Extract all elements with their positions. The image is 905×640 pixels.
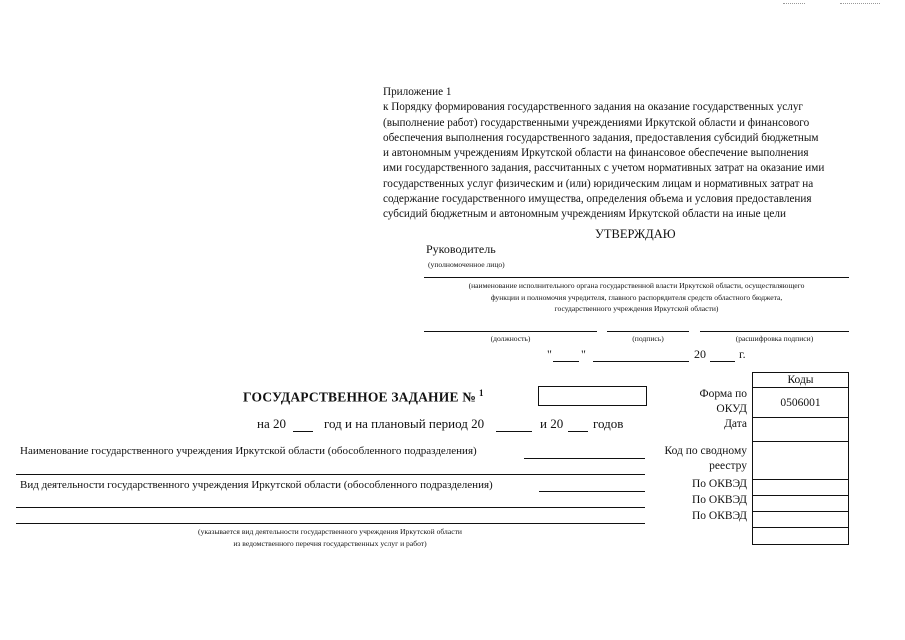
period-year-line[interactable] [293, 431, 313, 432]
date-year-line[interactable] [710, 361, 735, 362]
appendix-line: содержание государственного имущества, определения объема и условия предоставления [383, 193, 812, 206]
registry-code-cell[interactable] [753, 441, 848, 479]
appendix-line: обеспечения выполнения государственного задания, предоставления субсидий бюджетным [383, 131, 819, 144]
task-footnote: 1 [478, 388, 484, 398]
period-plan-year2-line[interactable] [568, 431, 588, 432]
institution-name-line2[interactable] [16, 474, 645, 475]
appendix-line: (выполнение работ) государственными учреждениями Иркутской области и финансового [383, 116, 810, 129]
date-label: Дата [724, 418, 747, 430]
extra-code-cell[interactable] [753, 527, 848, 544]
appendix-block [383, 85, 863, 223]
okved-label-1: По ОКВЭД [691, 478, 747, 490]
okved-label-3: По ОКВЭД [691, 510, 747, 522]
okved-code-cell-2[interactable] [753, 495, 848, 511]
okud-code-cell: 0506001 [753, 387, 848, 417]
activity-line[interactable] [539, 491, 645, 492]
position-caption: (должность) [490, 334, 531, 343]
activity-note [130, 526, 530, 549]
task-title [243, 388, 484, 406]
activity-line2[interactable] [16, 507, 645, 508]
scan-speck [840, 3, 880, 4]
org-note-line: государственного учреждения Иркутской области) [554, 304, 719, 313]
date-year-suffix: г. [739, 347, 746, 361]
period-prefix: на 20 [257, 416, 286, 431]
appendix-title: Приложение 1 [383, 86, 452, 98]
registry-label [640, 444, 747, 474]
appendix-line: государственных услуг физическим и (или) юридическим лицам и нормативных затрат на [383, 177, 814, 190]
approval-heading: УТВЕРЖДАЮ [595, 227, 676, 241]
org-line [424, 277, 849, 278]
appendix-line: субсидий бюджетным и автономным учреждениям Иркутской области на иные цели [383, 208, 786, 221]
okved-code-cell-3[interactable] [753, 511, 848, 527]
org-note-line: функции и полномочия учредителя, главного распорядителя средств областного бюджета, [490, 292, 783, 302]
appendix-line: ими государственного задания, рассчитанных с учетом нормативных затрат на оказание ими [383, 162, 825, 175]
signature-caption: (подпись) [632, 334, 664, 343]
activity-note-line: из ведомственного перечня государственных услуг и работ) [233, 538, 427, 548]
decoding-line[interactable] [700, 331, 849, 332]
institution-name-line[interactable] [524, 458, 645, 459]
codes-header: Коды [787, 374, 814, 386]
period-suffix: годов [593, 416, 624, 431]
date-quote-close: " [581, 347, 586, 361]
date-month-line[interactable] [593, 361, 689, 362]
period-and: и 20 [540, 416, 564, 431]
position-line[interactable] [424, 331, 597, 332]
registry-label-line2: реестру [709, 460, 747, 472]
period-plan-year1-line[interactable] [496, 431, 532, 432]
institution-name-label: Наименование государственного учреждения Иркутской области (обособленного подразделения) [20, 445, 477, 457]
date-code-cell[interactable] [753, 417, 848, 441]
date-quote-open: " [547, 347, 552, 361]
scan-speck [783, 3, 805, 4]
org-note-line: (наименование исполнительного органа государственной власти Иркутской области, осуществляющего [468, 281, 805, 290]
form-label-line2: ОКУД [716, 403, 747, 415]
period-middle: год и на плановый период 20 [324, 416, 485, 431]
activity-note-line: (указывается вид деятельности государственного учреждения Иркутской области [198, 527, 462, 536]
signature-line[interactable] [607, 331, 689, 332]
decoding-caption: (расшифровка подписи) [735, 334, 814, 343]
okved-label-2: По ОКВЭД [691, 494, 747, 506]
appendix-line: и автономным учреждениям Иркутской области на финансовое обеспечение выполнения [383, 147, 809, 160]
date-day-line[interactable] [553, 361, 579, 362]
activity-label: Вид деятельности государственного учреждения Иркутской области (обособленного подразделения) [20, 479, 493, 491]
okved-code-cell-1[interactable] [753, 479, 848, 495]
form-label-line1: Форма по [699, 388, 747, 400]
date-year-prefix: 20 [694, 347, 706, 361]
form-okud-label [650, 387, 747, 417]
registry-label-line1: Код по сводному [664, 445, 747, 457]
head-label: Руководитель [426, 242, 496, 256]
activity-line3[interactable] [16, 523, 645, 524]
org-note [424, 280, 849, 315]
task-title-text: ГОСУДАРСТВЕННОЕ ЗАДАНИЕ № [243, 389, 476, 405]
codes-table [752, 372, 849, 545]
appendix-line: к Порядку формирования государственного задания на оказание государственных услуг [383, 101, 804, 114]
head-note: (уполномоченное лицо) [428, 260, 505, 269]
task-number-field[interactable] [538, 386, 647, 406]
